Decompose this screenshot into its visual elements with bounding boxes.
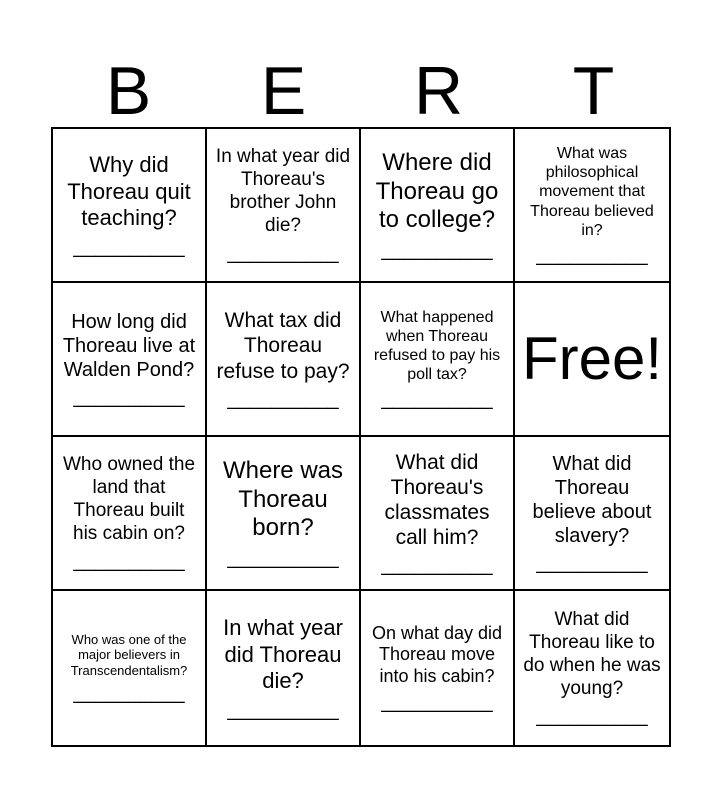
- answer-blank: __________: [227, 241, 339, 264]
- cell-question: What did Thoreau believe about slavery?: [532, 453, 652, 547]
- cell-question: What tax did Thoreau refuse to pay?: [216, 309, 350, 383]
- answer-blank: __________: [381, 691, 493, 714]
- free-space[interactable]: [515, 283, 669, 437]
- bingo-cell[interactable]: [361, 591, 515, 745]
- answer-blank: __________: [73, 682, 185, 705]
- bingo-header: [51, 52, 671, 128]
- bingo-cell[interactable]: [53, 129, 207, 283]
- header-letter-t: T: [572, 53, 615, 129]
- cell-question: How long did Thoreau live at Walden Pond?: [62, 311, 196, 381]
- answer-blank: __________: [73, 235, 185, 258]
- cell-question: What happened when Thoreau refused to pay his poll tax?: [373, 308, 501, 384]
- cell-question: Where did Thoreau go to college?: [375, 148, 499, 234]
- answer-blank: __________: [227, 387, 339, 410]
- bingo-cell[interactable]: [207, 283, 361, 437]
- cell-question: Why did Thoreau quit teaching?: [67, 152, 191, 231]
- cell-question: On what day did Thoreau move into his cabin?: [371, 622, 503, 686]
- bingo-board: [51, 127, 671, 747]
- cell-question: Where was Thoreau born?: [222, 456, 344, 542]
- answer-blank: __________: [73, 549, 185, 572]
- cell-question: What was philosophical movement that Thoreau believed in?: [530, 145, 654, 239]
- bingo-cell[interactable]: [53, 437, 207, 591]
- bingo-cell[interactable]: [53, 591, 207, 745]
- cell-question: What did Thoreau like to do when he was young?: [523, 609, 661, 699]
- header-letter-r: R: [413, 53, 464, 129]
- answer-blank: __________: [381, 239, 493, 262]
- bingo-cell[interactable]: [207, 129, 361, 283]
- bingo-cell[interactable]: [361, 129, 515, 283]
- cell-question: What did Thoreau's classmates call him?: [384, 450, 490, 550]
- answer-blank: __________: [536, 704, 648, 727]
- answer-blank: __________: [73, 386, 185, 408]
- answer-blank: __________: [381, 388, 493, 411]
- answer-blank: __________: [381, 554, 493, 577]
- bingo-cell[interactable]: [515, 437, 669, 591]
- cell-question: Who owned the land that Thoreau built his cabin on?: [62, 454, 196, 544]
- bingo-cell[interactable]: [361, 437, 515, 591]
- bingo-cell[interactable]: [515, 129, 669, 283]
- header-letter-b: B: [105, 53, 152, 129]
- bingo-cell[interactable]: [207, 437, 361, 591]
- bingo-cell[interactable]: [53, 283, 207, 437]
- answer-blank: __________: [227, 547, 339, 570]
- answer-blank: __________: [536, 243, 648, 266]
- bingo-cell[interactable]: [207, 591, 361, 745]
- header-letter-e: E: [260, 53, 307, 129]
- bingo-cell[interactable]: [515, 591, 669, 745]
- cell-question: In what year did Thoreau's brother John die?: [215, 146, 351, 236]
- cell-question: Who was one of the major believers in Transcendentalism?: [70, 631, 188, 678]
- cell-question: In what year did Thoreau die?: [223, 615, 343, 694]
- answer-blank: __________: [536, 552, 648, 574]
- answer-blank: __________: [227, 698, 339, 721]
- free-space-label: Free!: [521, 325, 663, 392]
- bingo-cell[interactable]: [361, 283, 515, 437]
